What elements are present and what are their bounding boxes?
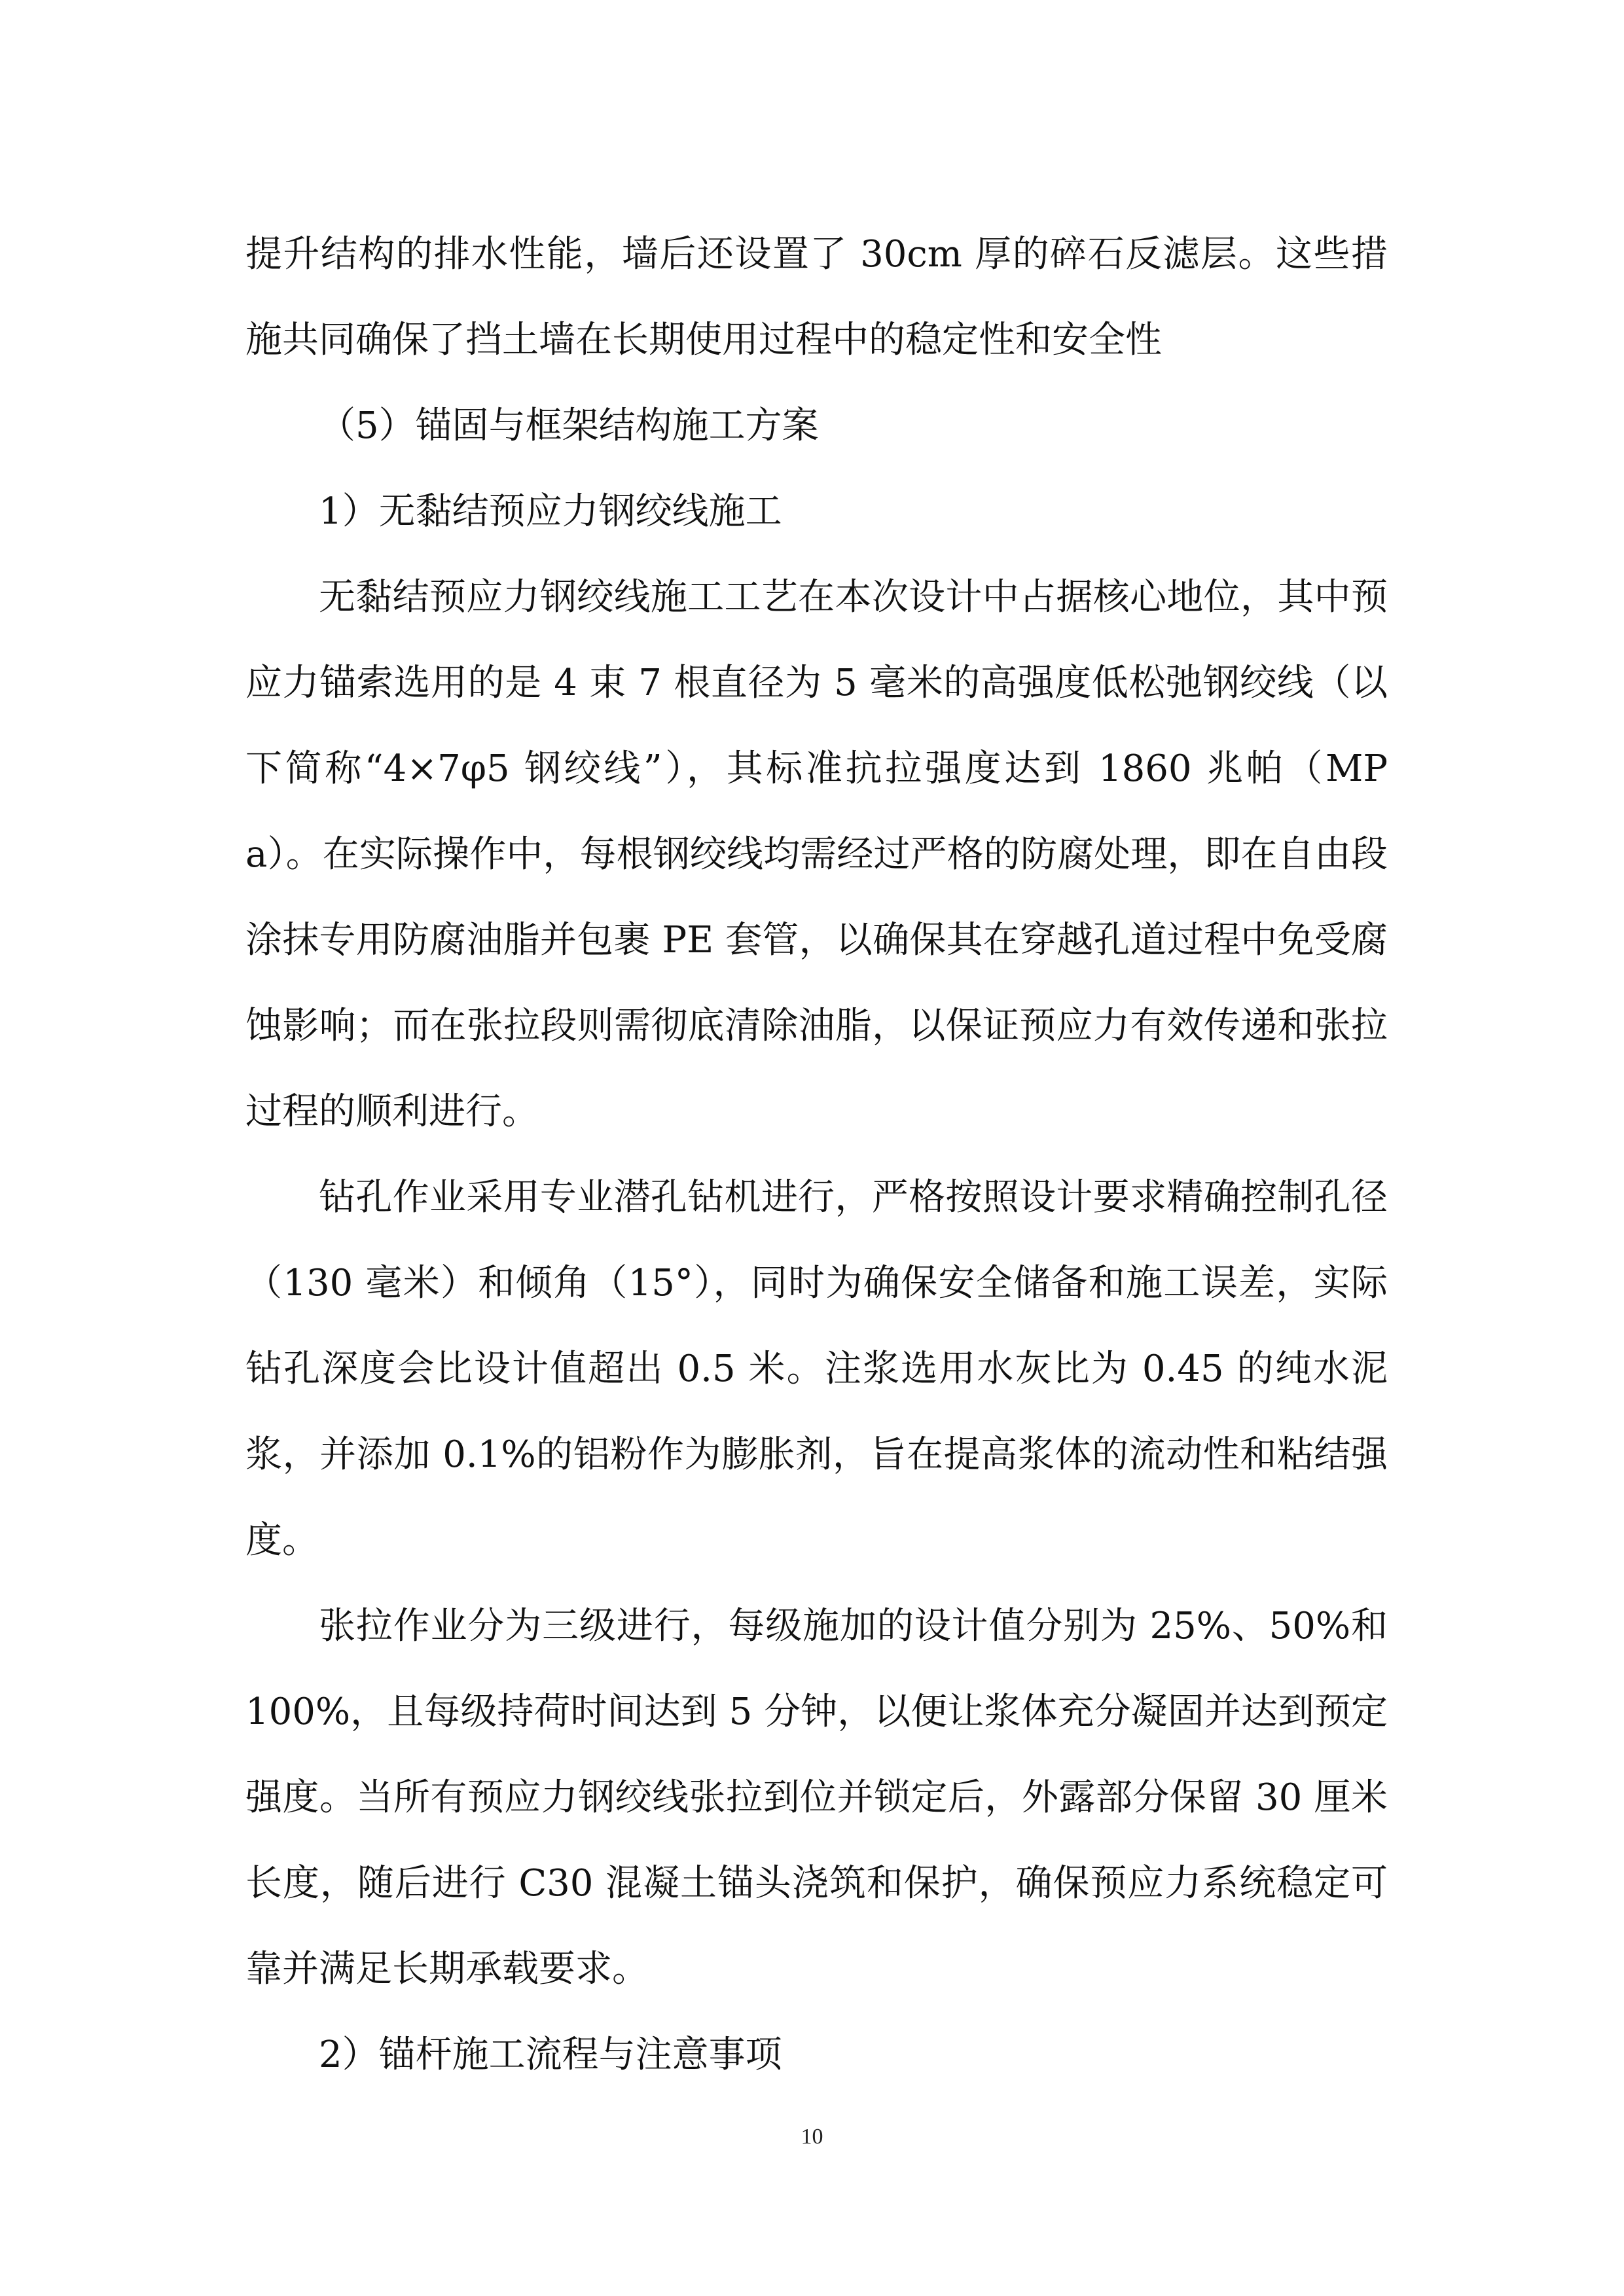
subheading-unbonded-strand: 1）无黏结预应力钢绞线施工 [319, 490, 782, 533]
paragraph-drilling-grouting: 钻孔作业采用专业潜孔钻机进行，严格按照设计要求精确控制孔径（130 毫米）和倾角（15°），同时为确保安全储备和施工误差，实际钻孔深度会比设计值超出 0.5 米。注浆选用水灰比为 0.45 的纯水泥浆，并添加 0.1%的铝粉作为膨胀剂，旨在提高浆体的流动性和粘结强度。 [245, 1176, 1388, 1562]
paragraph-strand-process: 无黏结预应力钢绞线施工工艺在本次设计中占据核心地位，其中预应力锚索选用的是 4 束 7 根直径为 5 毫米的高强度低松弛钢绞线（以下简称“4×7φ5 钢绞线”），其标准抗拉强度达到 1860 兆帕（MPa）。在实际操作中，每根钢绞线均需经过严格的防腐处理，即在自由段涂抹专用防腐油脂并包裹 PE 套管，以确保其在穿越孔道过程中免受腐蚀影响；而在张拉段则需彻底清除油脂，以保证预应力有效传递和张拉过程的顺利进行。 [245, 576, 1388, 1133]
subheading-anchor-bolt: 2）锚杆施工流程与注意事项 [319, 2034, 782, 2076]
paragraph-tensioning: 张拉作业分为三级进行，每级施加的设计值分别为 25%、50%和 100%，且每级持荷时间达到 5 分钟，以便让浆体充分凝固并达到预定强度。当所有预应力钢绞线张拉到位并锁定后，外露部分保留 30 厘米长度，随后进行 C30 混凝土锚头浇筑和保护，确保预应力系统稳定可靠并满足长期承载要求。 [245, 1605, 1388, 1990]
section-heading-anchorage: （5）锚固与框架结构施工方案 [319, 404, 819, 447]
document-body [245, 211, 1388, 2098]
paragraph-continued: 提升结构的排水性能，墙后还设置了 30cm 厚的碎石反滤层。这些措施共同确保了挡土墙在长期使用过程中的稳定性和安全性 [245, 233, 1388, 361]
page-number: 10 [801, 2125, 823, 2149]
